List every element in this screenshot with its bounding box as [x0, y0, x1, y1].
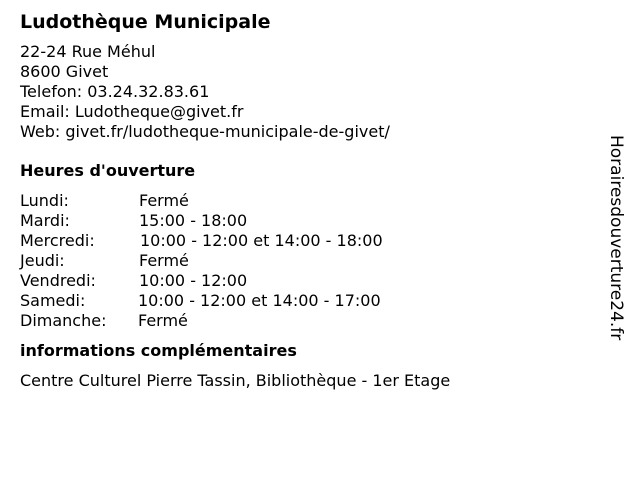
- hours-row-saturday: [20, 291, 600, 311]
- city-postal: 8600 Givet: [20, 62, 109, 81]
- info-text: Centre Culturel Pierre Tassin, Bibliothèque - 1er Etage: [20, 371, 451, 390]
- hours-row-thursday: [20, 251, 600, 271]
- email-address: Email: Ludotheque@givet.fr: [20, 102, 244, 121]
- day-label: Mardi:: [20, 211, 70, 230]
- hours-row-wednesday: [20, 231, 600, 251]
- place-title: Ludothèque Municipale: [20, 11, 271, 33]
- hours-value: 10:00 - 12:00: [139, 271, 248, 290]
- site-watermark: Horairesdouverture24.fr: [606, 135, 626, 341]
- hours-table: [20, 191, 600, 331]
- hours-heading: Heures d'ouverture: [20, 161, 196, 180]
- day-label: Jeudi:: [20, 251, 65, 270]
- day-label: Mercredi:: [20, 231, 95, 250]
- hours-value: 10:00 - 12:00 et 14:00 - 18:00: [140, 231, 383, 250]
- hours-value: 15:00 - 18:00: [139, 211, 248, 230]
- info-heading: informations complémentaires: [20, 341, 297, 360]
- hours-row-monday: [20, 191, 600, 211]
- website: Web: givet.fr/ludotheque-municipale-de-givet/: [20, 122, 390, 141]
- hours-row-friday: [20, 271, 600, 291]
- place-card: [20, 9, 600, 391]
- hours-row-sunday: [20, 311, 600, 331]
- street-address: 22-24 Rue Méhul: [20, 42, 156, 61]
- hours-value: Fermé: [139, 251, 189, 270]
- hours-value: Fermé: [138, 311, 188, 330]
- day-label: Vendredi:: [20, 271, 96, 290]
- hours-row-tuesday: [20, 211, 600, 231]
- phone-number: Telefon: 03.24.32.83.61: [20, 82, 210, 101]
- hours-value: 10:00 - 12:00 et 14:00 - 17:00: [138, 291, 381, 310]
- contact-block: [20, 42, 600, 142]
- day-label: Lundi:: [20, 191, 69, 210]
- day-label: Dimanche:: [20, 311, 107, 330]
- hours-value: Fermé: [139, 191, 189, 210]
- day-label: Samedi:: [20, 291, 86, 310]
